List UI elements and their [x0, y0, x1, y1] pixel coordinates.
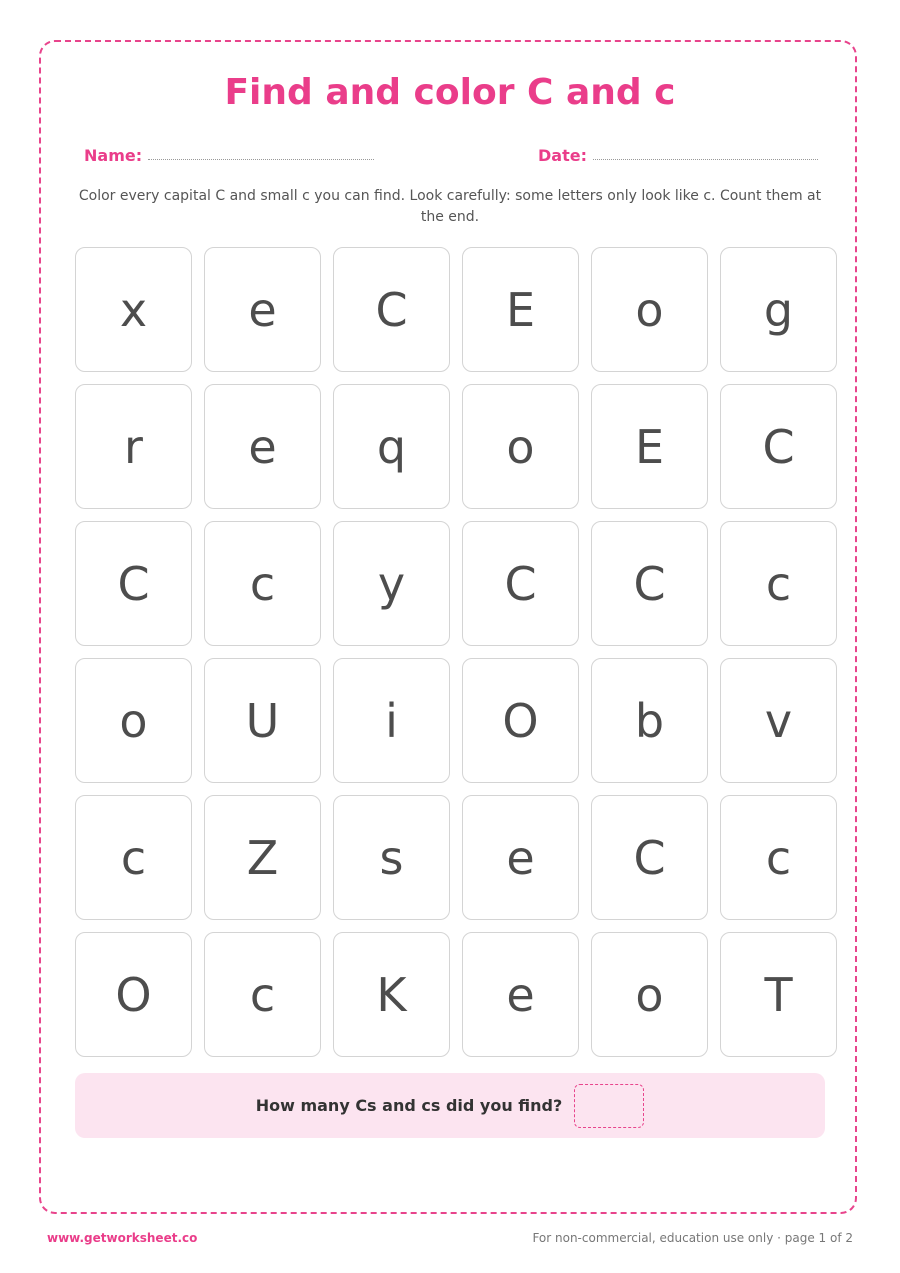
letter-cell[interactable]	[75, 658, 192, 783]
letter-glyph: e	[506, 830, 535, 885]
letter-cell[interactable]	[333, 658, 450, 783]
letter-cell[interactable]	[591, 247, 708, 372]
letter-cell[interactable]	[591, 658, 708, 783]
letter-glyph: Z	[246, 830, 279, 885]
letter-glyph: E	[505, 282, 536, 337]
letter-glyph: o	[635, 282, 664, 337]
answer-input-box[interactable]	[574, 1084, 644, 1128]
letter-glyph: i	[385, 693, 398, 748]
letter-glyph: C	[633, 830, 666, 885]
answer-question: How many Cs and cs did you find?	[255, 1096, 563, 1115]
footer-note: For non-commercial, education use only · page 1 of 2	[532, 1231, 853, 1245]
date-label: Date:	[538, 146, 587, 165]
letter-cell[interactable]	[462, 247, 579, 372]
footer-website: www.getworksheet.co	[47, 1231, 198, 1245]
instructions-text: Color every capital C and small c you can find. Look carefully: some letters only look like c. Count them at the end.	[78, 188, 822, 225]
letter-cell[interactable]	[333, 932, 450, 1057]
letter-cell[interactable]	[720, 247, 837, 372]
answer-panel	[75, 1073, 825, 1138]
letter-glyph: g	[763, 282, 794, 337]
letter-glyph: s	[379, 830, 404, 885]
letter-glyph: C	[633, 556, 666, 611]
letter-glyph: C	[117, 556, 150, 611]
letter-cell[interactable]	[591, 932, 708, 1057]
letter-cell[interactable]	[591, 384, 708, 509]
letter-cell[interactable]	[204, 795, 321, 920]
letter-glyph: C	[504, 556, 537, 611]
letter-cell[interactable]	[204, 932, 321, 1057]
name-label: Name:	[84, 146, 143, 165]
letter-cell[interactable]	[462, 795, 579, 920]
letter-glyph: y	[377, 556, 406, 611]
name-input-line[interactable]	[148, 159, 374, 160]
letter-cell[interactable]	[204, 658, 321, 783]
letter-glyph: e	[248, 282, 277, 337]
letter-glyph: e	[506, 967, 535, 1022]
page-title: Find and color C and c	[224, 72, 676, 113]
letter-glyph: C	[375, 282, 408, 337]
letter-glyph: E	[634, 419, 665, 474]
letter-glyph: q	[376, 419, 407, 474]
letter-cell[interactable]	[333, 795, 450, 920]
letter-glyph: o	[635, 967, 664, 1022]
letter-cell[interactable]	[75, 795, 192, 920]
letter-glyph: O	[115, 967, 152, 1022]
letter-glyph: e	[248, 419, 277, 474]
letter-glyph: c	[249, 556, 276, 611]
letter-glyph: T	[764, 967, 793, 1022]
name-field[interactable]	[84, 143, 374, 165]
letter-cell[interactable]	[204, 521, 321, 646]
letter-cell[interactable]	[462, 521, 579, 646]
letter-cell[interactable]	[75, 932, 192, 1057]
letter-cell[interactable]	[462, 658, 579, 783]
letter-glyph: r	[124, 419, 143, 474]
letter-cell[interactable]	[333, 521, 450, 646]
letter-cell[interactable]	[462, 932, 579, 1057]
letter-glyph: o	[119, 693, 148, 748]
date-input-line[interactable]	[593, 159, 818, 160]
letter-cell[interactable]	[75, 521, 192, 646]
letter-cell[interactable]	[720, 658, 837, 783]
letter-cell[interactable]	[204, 247, 321, 372]
letter-glyph: v	[764, 693, 793, 748]
letter-glyph: o	[506, 419, 535, 474]
letter-cell[interactable]	[75, 384, 192, 509]
letter-cell[interactable]	[720, 384, 837, 509]
letter-cell[interactable]	[591, 521, 708, 646]
letter-glyph: x	[119, 282, 148, 337]
letter-glyph: c	[249, 967, 276, 1022]
letter-glyph: U	[245, 693, 280, 748]
letter-glyph: c	[765, 556, 792, 611]
letter-cell[interactable]	[591, 795, 708, 920]
letter-glyph: c	[765, 830, 792, 885]
letter-glyph: b	[634, 693, 665, 748]
letter-cell[interactable]	[204, 384, 321, 509]
letter-glyph: c	[120, 830, 147, 885]
date-field[interactable]	[538, 143, 818, 165]
letter-cell[interactable]	[462, 384, 579, 509]
letter-glyph: C	[762, 419, 795, 474]
letter-grid	[75, 247, 838, 1057]
letter-glyph: K	[376, 967, 407, 1022]
letter-cell[interactable]	[333, 384, 450, 509]
letter-cell[interactable]	[333, 247, 450, 372]
letter-cell[interactable]	[720, 521, 837, 646]
letter-cell[interactable]	[720, 932, 837, 1057]
letter-cell[interactable]	[75, 247, 192, 372]
letter-cell[interactable]	[720, 795, 837, 920]
letter-glyph: O	[502, 693, 539, 748]
